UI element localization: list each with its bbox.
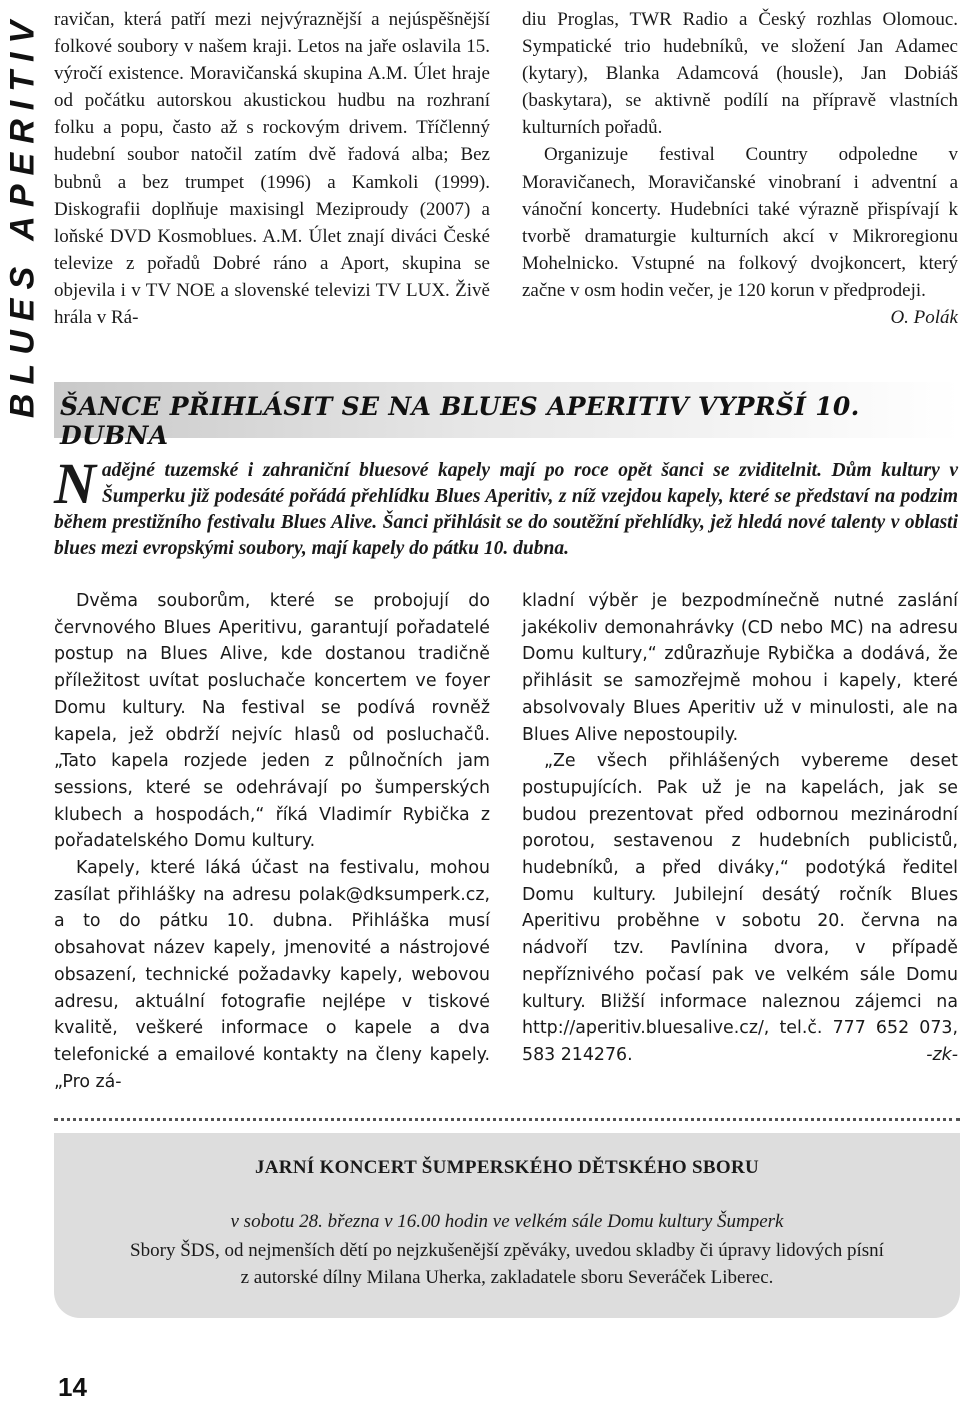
top-right-column xyxy=(522,6,958,331)
top-left-paragraph: ravičan, která patří mezi nejvýraznější a nejúspěšnější folkové soubory v našem kraji. Letos na jaře oslavila 15. výročí existence. Moravičanská skupina A.M. Úlet hraje od počátku autorskou akustickou hudbu na rozhraní folku a popu, často až s rockovým drivem. Tříčlenný hudební soubor natočil zatím dvě řadová alba; Bez bubnů a bez trumpet (1996) a Kamkoli (1999). Diskografii doplňuje maxisingl Meziproudy (2007) a loňské DVD Kosmoblues. A.M. Úlet znají diváci České televize z pořadů Dobré ráno a Aport, skupina se objevila i v TV NOE a slovenské televizi TV LUX. Živě hrála v Rá- xyxy=(54,9,490,329)
top-right-paragraph-2 xyxy=(522,141,958,329)
article-paragraph-4-text: „Ze všech přihlášených vybereme deset postupujících. Pak už je na kapelách, jak se budou prezentovat před odbornou mezinárodní porotou, sestavenou z hudebních publicistů, hudebníků, a před diváky,“ podotýká ředitel Domu kultury. Jubilejní desátý ročník Blues Aperitivu proběhne v sobotu 20. června na nádvoří tzv. Pavlínina dvora, v případě nepříznivého počasí pak ve velkém sále Domu kultury. Bližší informace naleznou zájemci na http://aperitiv.bluesalive.cz/, tel.č. 777 652 073, 583 214276. xyxy=(522,751,958,1065)
concert-notice-box xyxy=(54,1133,960,1318)
article-headline: ŠANCE PŘIHLÁSIT SE NA BLUES APERITIV VYPRŠÍ 10. DUBNA xyxy=(60,392,860,450)
article-signature: -zk- xyxy=(926,1044,958,1065)
article-paragraph-4 xyxy=(522,748,958,1068)
top-right-paragraph-1: diu Proglas, TWR Radio a Český rozhlas Olomouc. Sympatické trio hudebníků, ve složení Jan Adamec (kytary), Blanka Adamcová (housle), Jan Dobiáš (baskytara), se aktivně podílí na přípravě vlastních kulturních pořadů. xyxy=(522,9,958,139)
section-side-label xyxy=(0,0,46,470)
dotted-divider xyxy=(54,1118,960,1121)
article-paragraph-1: Dvěma souborům, které se probojují do červnového Blues Aperitivu, garantují pořadatelé postup na Blues Alive, kde dostanou tradičně příležitost uvítat posluchače koncertem ve foyer Domu kultury. Na festival se podívá rovněž kapela, jež obdrží nejvíc hlasů od posluchačů. „Tato kapela rozjede jeden z půlnočních jam sessions, které se odehrávají po šumperských klubech a hospodách,“ říká Vladimír Rybička z pořadatelského Domu kultury. xyxy=(54,591,490,852)
page-number: 14 xyxy=(58,1372,87,1402)
author-signature: O. Polák xyxy=(890,307,958,329)
lead-text: adějné tuzemské i zahraniční bluesové kapely mají po roce opět šanci se zviditelnit. Dům kultury v Šumperku již podesáté pořádá přehlídku Blues Aperitiv, z níž vzejdou kapely, které se představí na podzim během prestižního festivalu Blues Alive. Šanci přihlásit se do soutěžní přehlídky, jež hledá nové talenty v oblasti blues mezi evropskými soubory, mají kapely do pátku 10. dubna. xyxy=(54,460,958,559)
article-right-column xyxy=(522,588,958,1069)
article-paragraph-3: kladní výběr je bezpodmínečně nutné zaslání jakékoliv demonahrávky (CD nebo MC) na adresu Domu kultury,“ zdůrazňuje Rybička a dodává, že přihlásit se samozřejmě mohou i kapely, které absolvovaly Blues Aperitiv už v minulosti, ale na Blues Alive nepostoupily. xyxy=(522,591,958,745)
notice-description: Sbory ŠDS, od nejmenších dětí po nejzkušenější zpěváky, uvedou skladby či úpravy lidových písní z autorské dílny Milana Uherka, zakladatele sboru Severáček Liberec. xyxy=(130,1240,884,1288)
side-label-text: BLUES APERITIV xyxy=(3,11,42,419)
article-paragraph-2: Kapely, které láká účast na festivalu, mohou zasílat přihlášky na adresu polak@dksumperk.cz, a to do pátku 10. dubna. Přihláška musí obsahovat název kapely, jmenovité a nástrojové obsazení, technické požadavky kapely, webovou adresu, aktuální fotografie nejlépe v tiskové kvalitě, veškeré informace o kapele a dva telefonické a emailové kontakty na členy kapely. „Pro zá- xyxy=(54,858,490,1092)
top-left-column xyxy=(54,6,490,331)
notice-date-line: v sobotu 28. března v 16.00 hodin ve velkém sále Domu kultury Šumperk xyxy=(230,1211,784,1232)
article-lead xyxy=(54,451,958,562)
drop-cap: N xyxy=(54,451,96,516)
top-right-paragraph-2-text: Organizuje festival Country odpoledne v Moravičanech, Moravičanské vinobraní i adventní a vánoční koncerty. Hudebníci také výrazně přispívají k tvorbě dramaturgie kulturních akcí v Mikroregionu Mohelnicko. Vstupné na folkový dvojkoncert, který začne v osm hodin večer, je 120 korun v předprodeji. xyxy=(522,144,958,301)
notice-title: JARNÍ KONCERT ŠUMPERSKÉHO DĚTSKÉHO SBORU xyxy=(254,1157,759,1178)
headline-banner xyxy=(54,382,960,450)
article-left-column xyxy=(54,588,490,1095)
